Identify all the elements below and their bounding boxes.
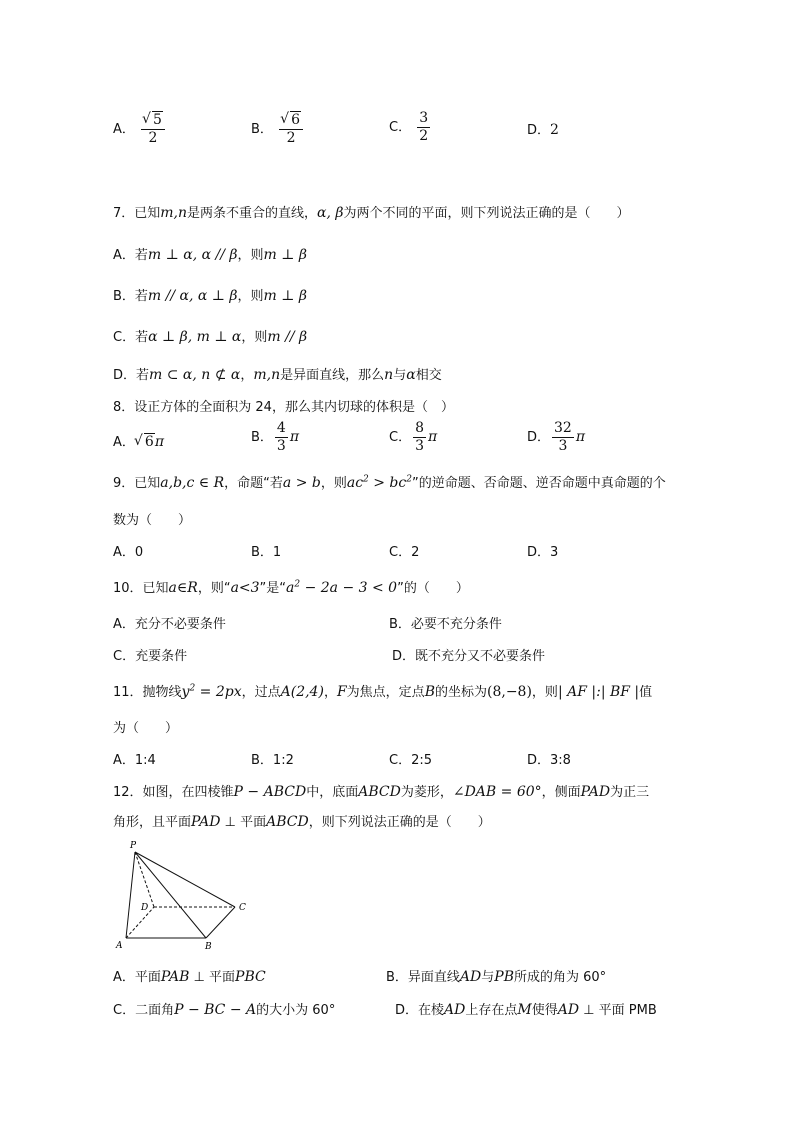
q6-option-b[interactable]: B． √ $\frac{6}{2}$: [251, 112, 305, 147]
edge-BC: [206, 907, 235, 938]
label-D: D: [141, 903, 149, 913]
fraction: $\frac{3}{2}$: [419, 110, 429, 144]
label-C: C: [239, 903, 246, 913]
q12-option-b[interactable]: B．异面直线AD与PB所成的角为 60°: [386, 969, 607, 985]
q9-stem-line2: 数为（ ）: [113, 513, 192, 528]
label-B: B: [205, 942, 212, 952]
q9-stem: 9．已知a,b,c ∈ R，命题“若a > b，则$ac^2 > bc^2$”的逆命题、否命题、逆否命题中真命题的个: [113, 474, 666, 491]
edge-PD: [135, 852, 154, 907]
q6-option-c[interactable]: C． $\frac{3}{2}$: [389, 110, 429, 144]
q6-option-a[interactable]: A． √ $\frac{5}{2}$: [113, 112, 167, 147]
q12-option-d[interactable]: D．在棱AD上存在点M使得AD ⊥ 平面 PMB: [395, 1002, 657, 1018]
q9-option-c[interactable]: C．2: [389, 545, 420, 560]
label-A: A: [116, 941, 123, 951]
q7-option-a[interactable]: A．若m ⊥ α, α // β，则m ⊥ β: [113, 247, 307, 263]
q12-stem: 12．如图，在四棱锥P − ABCD中，底面ABCD为菱形，∠DAB = 60°，侧面PAD为正三: [113, 784, 650, 800]
pyramid-figure: [112, 838, 252, 956]
q7-option-d[interactable]: D．若m ⊂ α, n ⊄ α，m,n是异面直线，那么n与α相交: [113, 367, 442, 383]
q11-option-b[interactable]: B．1:2: [251, 753, 294, 768]
q10-option-d[interactable]: D．既不充分又不必要条件: [392, 649, 546, 664]
q8-option-b[interactable]: B． $\frac{4}{3}$ π: [251, 420, 300, 454]
q6-option-d[interactable]: D．2: [527, 122, 559, 138]
q10-option-b[interactable]: B．必要不充分条件: [389, 617, 502, 632]
q12-option-c[interactable]: C．二面角P − BC − A的大小为 60°: [113, 1002, 336, 1018]
q10-option-a[interactable]: A．充分不必要条件: [113, 617, 226, 632]
q7-option-b[interactable]: B．若m // α, α ⊥ β，则m ⊥ β: [113, 288, 307, 304]
q9-option-a[interactable]: A．0: [113, 545, 144, 560]
edge-PC: [135, 852, 235, 907]
q7-option-c[interactable]: C．若α ⊥ β, m ⊥ α，则m // β: [113, 329, 308, 345]
q8-option-a[interactable]: A．√ 6π: [113, 431, 164, 450]
q12-option-a[interactable]: A．平面PAB ⊥ 平面PBC: [113, 969, 266, 985]
q11-option-c[interactable]: C．2:5: [389, 753, 432, 768]
label-P: P: [130, 841, 137, 851]
edge-AD: [126, 907, 154, 938]
q12-stem-line2: 角形，且平面PAD ⊥ 平面ABCD，则下列说法正确的是（ ）: [113, 814, 491, 830]
q10-stem: 10．已知a∈R，则“a<3”是“$a^2 - 2a - 3 < 0$”的（ ）: [113, 579, 469, 596]
q9-option-b[interactable]: B．1: [251, 545, 282, 560]
q11-option-d[interactable]: D．3:8: [527, 753, 571, 768]
q11-stem: 11．抛物线$y^2 = 2px$，过点A(2,4)，F为焦点，定点B的坐标为(8,−8)，则| AF |:| BF |值: [113, 683, 653, 700]
q8-option-d[interactable]: D． $\frac{32}{3}$ π: [527, 420, 586, 454]
edge-PB: [135, 852, 206, 938]
q7-stem: 7．已知m,n是两条不重合的直线，α, β为两个不同的平面，则下列说法正确的是（ ）: [113, 205, 630, 221]
q10-option-c[interactable]: C．充要条件: [113, 649, 188, 664]
edge-PA: [126, 852, 135, 938]
q8-stem: 8．设正方体的全面积为 24，那么其内切球的体积是（ ）: [113, 400, 454, 415]
fraction: √ $\frac{5}{2}$: [141, 112, 165, 147]
q11-stem-line2: 为（ ）: [113, 721, 179, 736]
fraction: √ $\frac{6}{2}$: [279, 112, 303, 147]
q9-option-d[interactable]: D．3: [527, 545, 559, 560]
q8-option-c[interactable]: C． $\frac{8}{3}$ π: [389, 420, 438, 454]
q11-option-a[interactable]: A．1:4: [113, 753, 156, 768]
